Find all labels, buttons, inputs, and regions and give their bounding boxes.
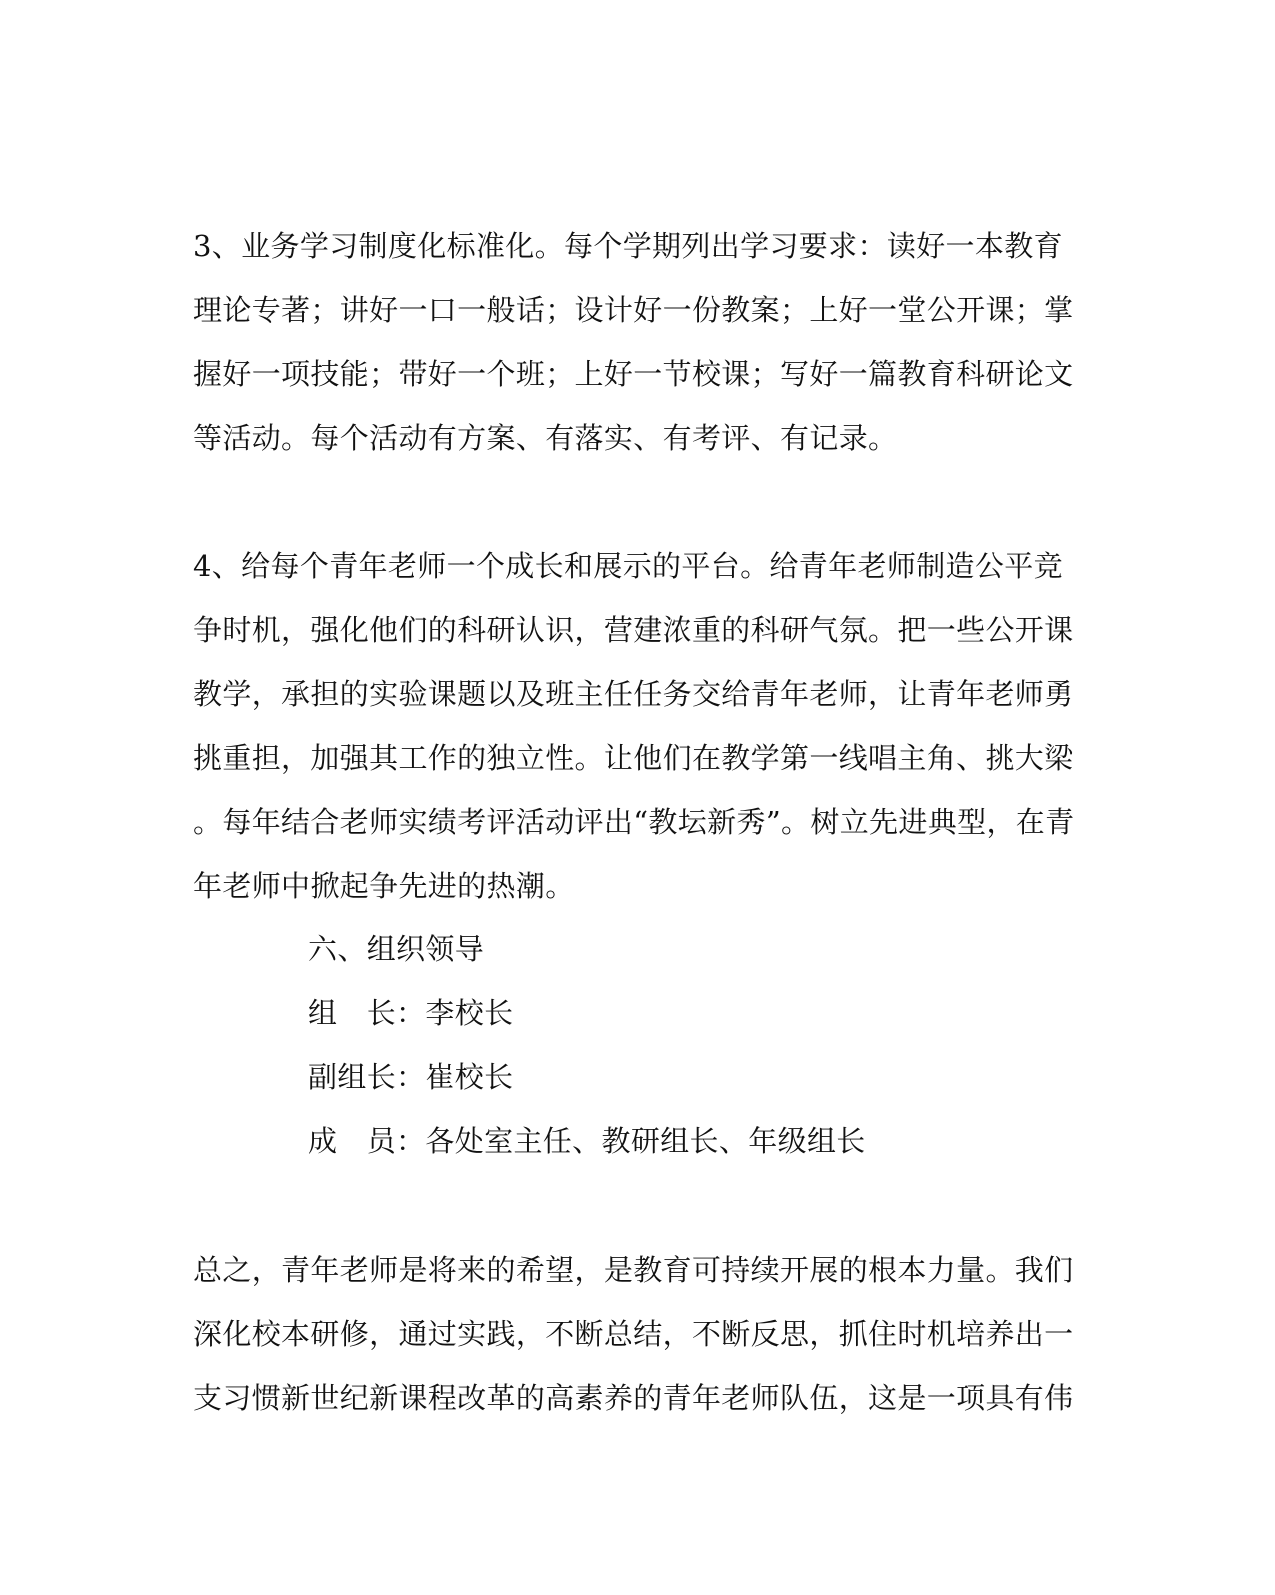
paragraph-3-line-3: 握好一项技能；带好一个班；上好一节校课；写好一篇教育科研论文 [193, 357, 1074, 391]
paragraph-4-line-3: 教学，承担的实验课题以及班主任任务交给青年老师，让青年老师勇 [193, 677, 1074, 711]
paragraph-4-line-4: 挑重担，加强其工作的独立性。让他们在教学第一线唱主角、挑大梁 [193, 741, 1074, 775]
paragraph-3-line-4: 等活动。每个活动有方案、有落实、有考评、有记录。 [193, 421, 898, 455]
deputy-leader-line: 副组长：崔校长 [308, 1060, 514, 1094]
paragraph-4-line-5: 。每年结合老师实绩考评活动评出“教坛新秀”。树立先进典型，在青 [193, 805, 1075, 839]
conclusion-line-1: 总之，青年老师是将来的希望，是教育可持续开展的根本力量。我们 [193, 1253, 1074, 1287]
paragraph-3-line-1: 3、业务学习制度化标准化。每个学期列出学习要求：读好一本教育 [193, 229, 1063, 263]
paragraph-4-line-6: 年老师中掀起争先进的热潮。 [193, 869, 575, 903]
members-line: 成 员：各处室主任、教研组长、年级组长 [308, 1124, 866, 1158]
paragraph-4-line-2: 争时机，强化他们的科研认识，营建浓重的科研气氛。把一些公开课 [193, 613, 1074, 647]
paragraph-3-line-2: 理论专著；讲好一口一般话；设计好一份教案；上好一堂公开课；掌 [193, 293, 1074, 327]
paragraph-4-line-1: 4、给每个青年老师一个成长和展示的平台。给青年老师制造公平竞 [193, 549, 1063, 583]
conclusion-line-3: 支习惯新世纪新课程改革的高素养的青年老师队伍，这是一项具有伟 [193, 1381, 1074, 1415]
conclusion-line-2: 深化校本研修，通过实践，不断总结，不断反思，抓住时机培养出一 [193, 1317, 1074, 1351]
leader-line: 组 长：李校长 [308, 996, 514, 1030]
section-6-heading: 六、组织领导 [308, 932, 485, 966]
